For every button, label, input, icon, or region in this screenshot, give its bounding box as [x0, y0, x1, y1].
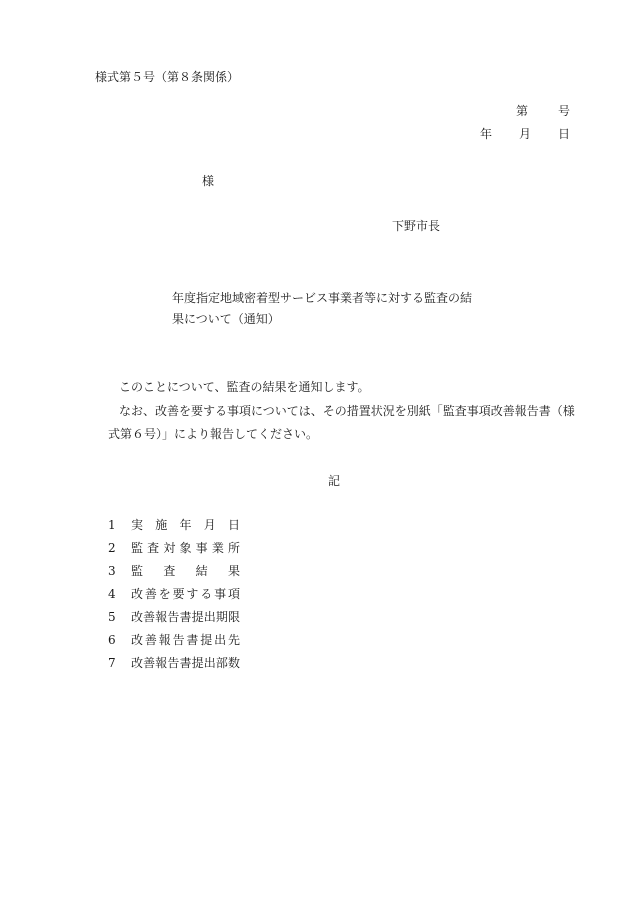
list-item [108, 542, 240, 565]
list-item [108, 611, 240, 634]
date-month: 月 [518, 127, 531, 141]
ki-heading: 記 [328, 474, 341, 488]
document-number-prefix: 第 [515, 104, 528, 118]
document-number-suffix: 号 [557, 104, 570, 118]
item-number: 1 [108, 518, 116, 532]
body-line-3: 式第６号）」により報告してください。 [108, 427, 319, 441]
item-label: 監査対象事業所 [131, 541, 240, 555]
sender: 下野市長 [392, 219, 441, 233]
body-line-2: なお、改善を要する事項については、その措置状況を別紙「監査事項改善報告書（様 [119, 404, 575, 418]
item-label: 改善を要する事項 [131, 587, 240, 601]
item-number: 7 [108, 656, 116, 670]
item-label: 実施年月日 [131, 518, 240, 532]
item-number: 6 [108, 633, 116, 647]
date-year: 年 [479, 127, 492, 141]
item-label: 改善報告書提出部数 [131, 656, 240, 670]
list-item [108, 519, 240, 542]
item-number: 5 [108, 610, 116, 624]
date-day: 日 [557, 127, 570, 141]
list-item [108, 634, 240, 657]
list-item [108, 657, 240, 680]
addressee-suffix: 様 [202, 174, 215, 188]
item-label: 改善報告書提出期限 [131, 610, 240, 624]
list-item [108, 565, 240, 588]
item-number: 3 [108, 564, 116, 578]
body-line-1: このことについて、監査の結果を通知します。 [119, 380, 370, 394]
item-label: 監査結果 [131, 564, 240, 578]
document-number [516, 105, 570, 117]
item-number: 4 [108, 587, 116, 601]
item-number: 2 [108, 541, 116, 555]
document-date [480, 128, 570, 140]
list-item [108, 588, 240, 611]
title-line-1: 年度指定地域密着型サービス事業者等に対する監査の結 [172, 291, 473, 305]
title-line-2: 果について（通知） [172, 312, 280, 326]
form-number: 様式第５号（第８条関係） [95, 70, 240, 84]
item-list [108, 519, 240, 680]
item-label: 改善報告書提出先 [131, 633, 240, 647]
